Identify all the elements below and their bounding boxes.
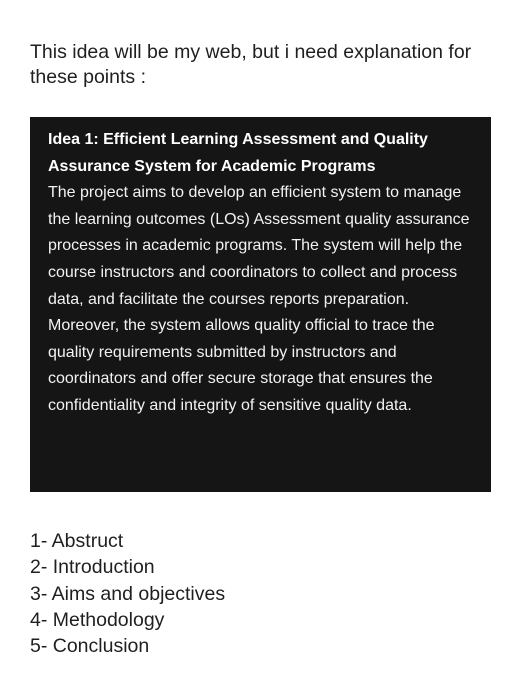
- list-item: 4- Methodology: [30, 608, 165, 631]
- list-item: 1- Abstruct: [30, 530, 124, 552]
- idea-description: The project aims to develop an efficient system to manage the learning outcomes (LOs) Assessment quality assurance processes in academic programs. The system will help the course instructors and coordinators to collect and process data, and facilitate the courses reports preparation. Moreover, the system allows quality official to trace the quality requirements submitted by instructors and coordinators and offer secure storage that ensures the confidentiality and integrity of sensitive quality data.: [48, 184, 470, 414]
- points-list: [30, 528, 225, 659]
- idea-quote-box: [30, 117, 491, 492]
- list-item: 3- Aims and objectives: [30, 582, 226, 605]
- intro-text: This idea will be my web, but i need explanation for these points :: [30, 41, 472, 88]
- idea-title: Idea 1: Efficient Learning Assessment and Quality Assurance System for Academic Programs: [48, 131, 428, 175]
- list-item: 5- Conclusion: [30, 635, 150, 658]
- list-item: 2- Introduction: [30, 556, 155, 579]
